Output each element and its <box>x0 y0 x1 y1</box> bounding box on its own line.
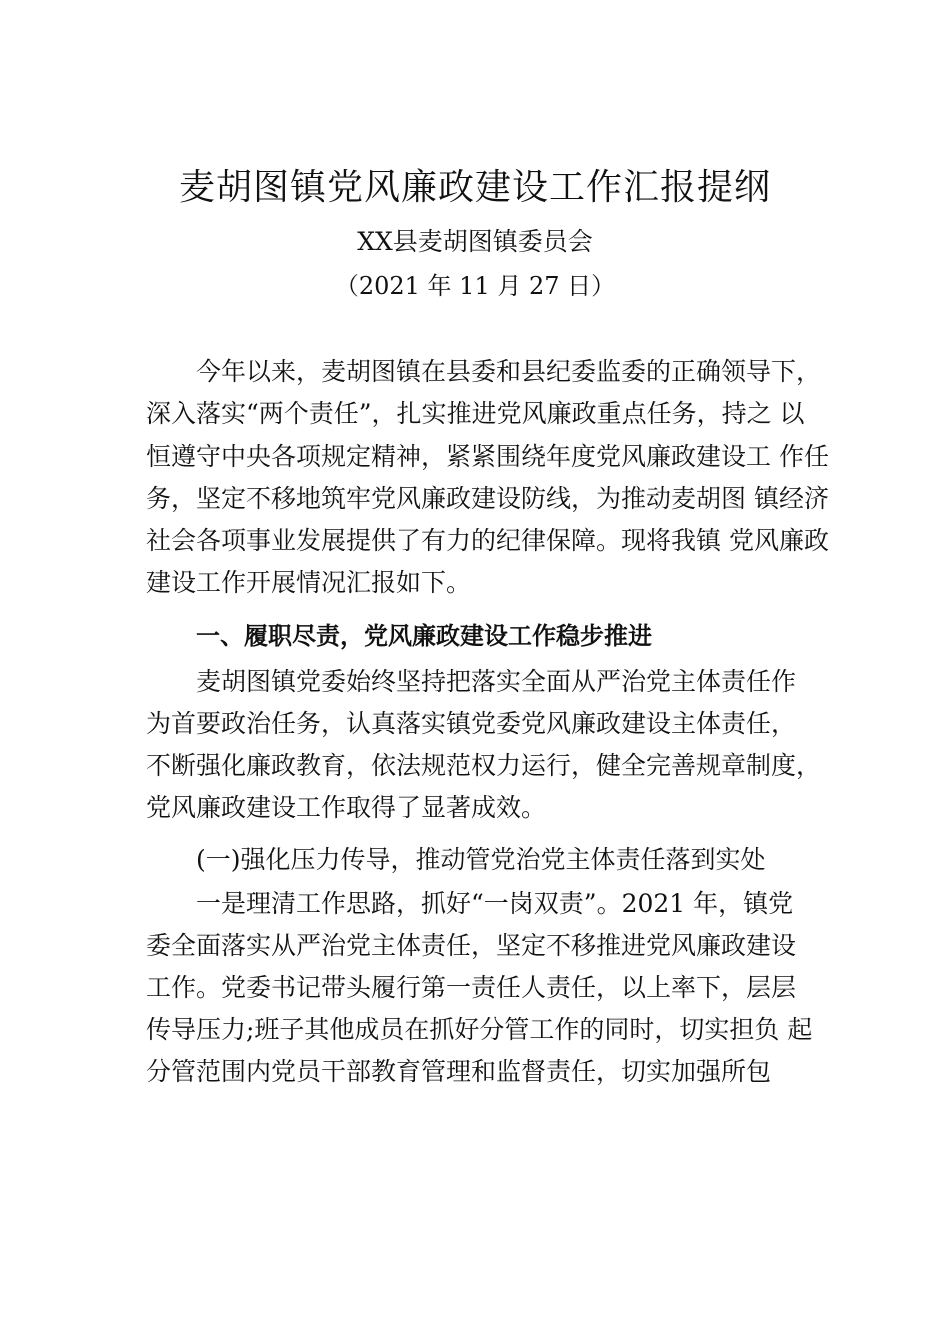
intro-line-1: 今年以来，麦胡图镇在县委和县纪委监委的正确领导下， <box>196 357 822 386</box>
section-1-heading: 一、履职尽责，党风廉政建设工作稳步推进 <box>196 622 652 650</box>
subsection-1-line-5: 分管范围内党员干部教育管理和监督责任，切实加强所包 <box>146 1057 772 1086</box>
intro-line-5: 社会各项事业发展提供了有力的纪律保障。现将我镇 党风廉政 <box>146 526 829 555</box>
document-title: 麦胡图镇党风廉政建设工作汇报提纲 <box>178 167 771 208</box>
intro-line-2: 深入落实“两个责任”，扎实推进党风廉政重点任务，持之 以 <box>146 399 805 428</box>
subsection-1-heading: (一)强化压力传导，推动管党治党主体责任落到实处 <box>196 845 766 874</box>
section-1-line-3: 不断强化廉政教育，依法规范权力运行，健全完善规章制度， <box>146 751 822 780</box>
subsection-1-line-2: 委全面落实从严治党主体责任，坚定不移推进党风廉政建设 <box>146 931 797 960</box>
subsection-1-line-1: 一是理清工作思路，抓好“一岗双责”。2021 年，镇党 <box>196 889 794 918</box>
subsection-1-line-3: 工作。党委书记带头履行第一责任人责任，以上率下，层层 <box>146 973 797 1002</box>
subsection-1-line-4: 传导压力;班子其他成员在抓好分管工作的同时，切实担负 起 <box>146 1015 813 1044</box>
section-1-line-2: 为首要政治任务，认真落实镇党委党风廉政建设主体责任， <box>146 709 797 738</box>
section-1-line-1: 麦胡图镇党委始终坚持把落实全面从严治党主体责任作 <box>196 667 797 696</box>
document-issuer: XX县麦胡图镇委员会 <box>357 227 593 256</box>
section-1-line-4: 党风廉政建设工作取得了显著成效。 <box>146 793 547 822</box>
intro-line-6: 建设工作开展情况汇报如下。 <box>146 568 472 597</box>
intro-line-4: 务，坚定不移地筑牢党风廉政建设防线，为推动麦胡图 镇经济 <box>146 484 829 513</box>
document-date: （2021 年 11 月 27 日） <box>334 272 616 300</box>
intro-line-3: 恒遵守中央各项规定精神，紧紧围绕年度党风廉政建设工 作任 <box>146 442 829 471</box>
